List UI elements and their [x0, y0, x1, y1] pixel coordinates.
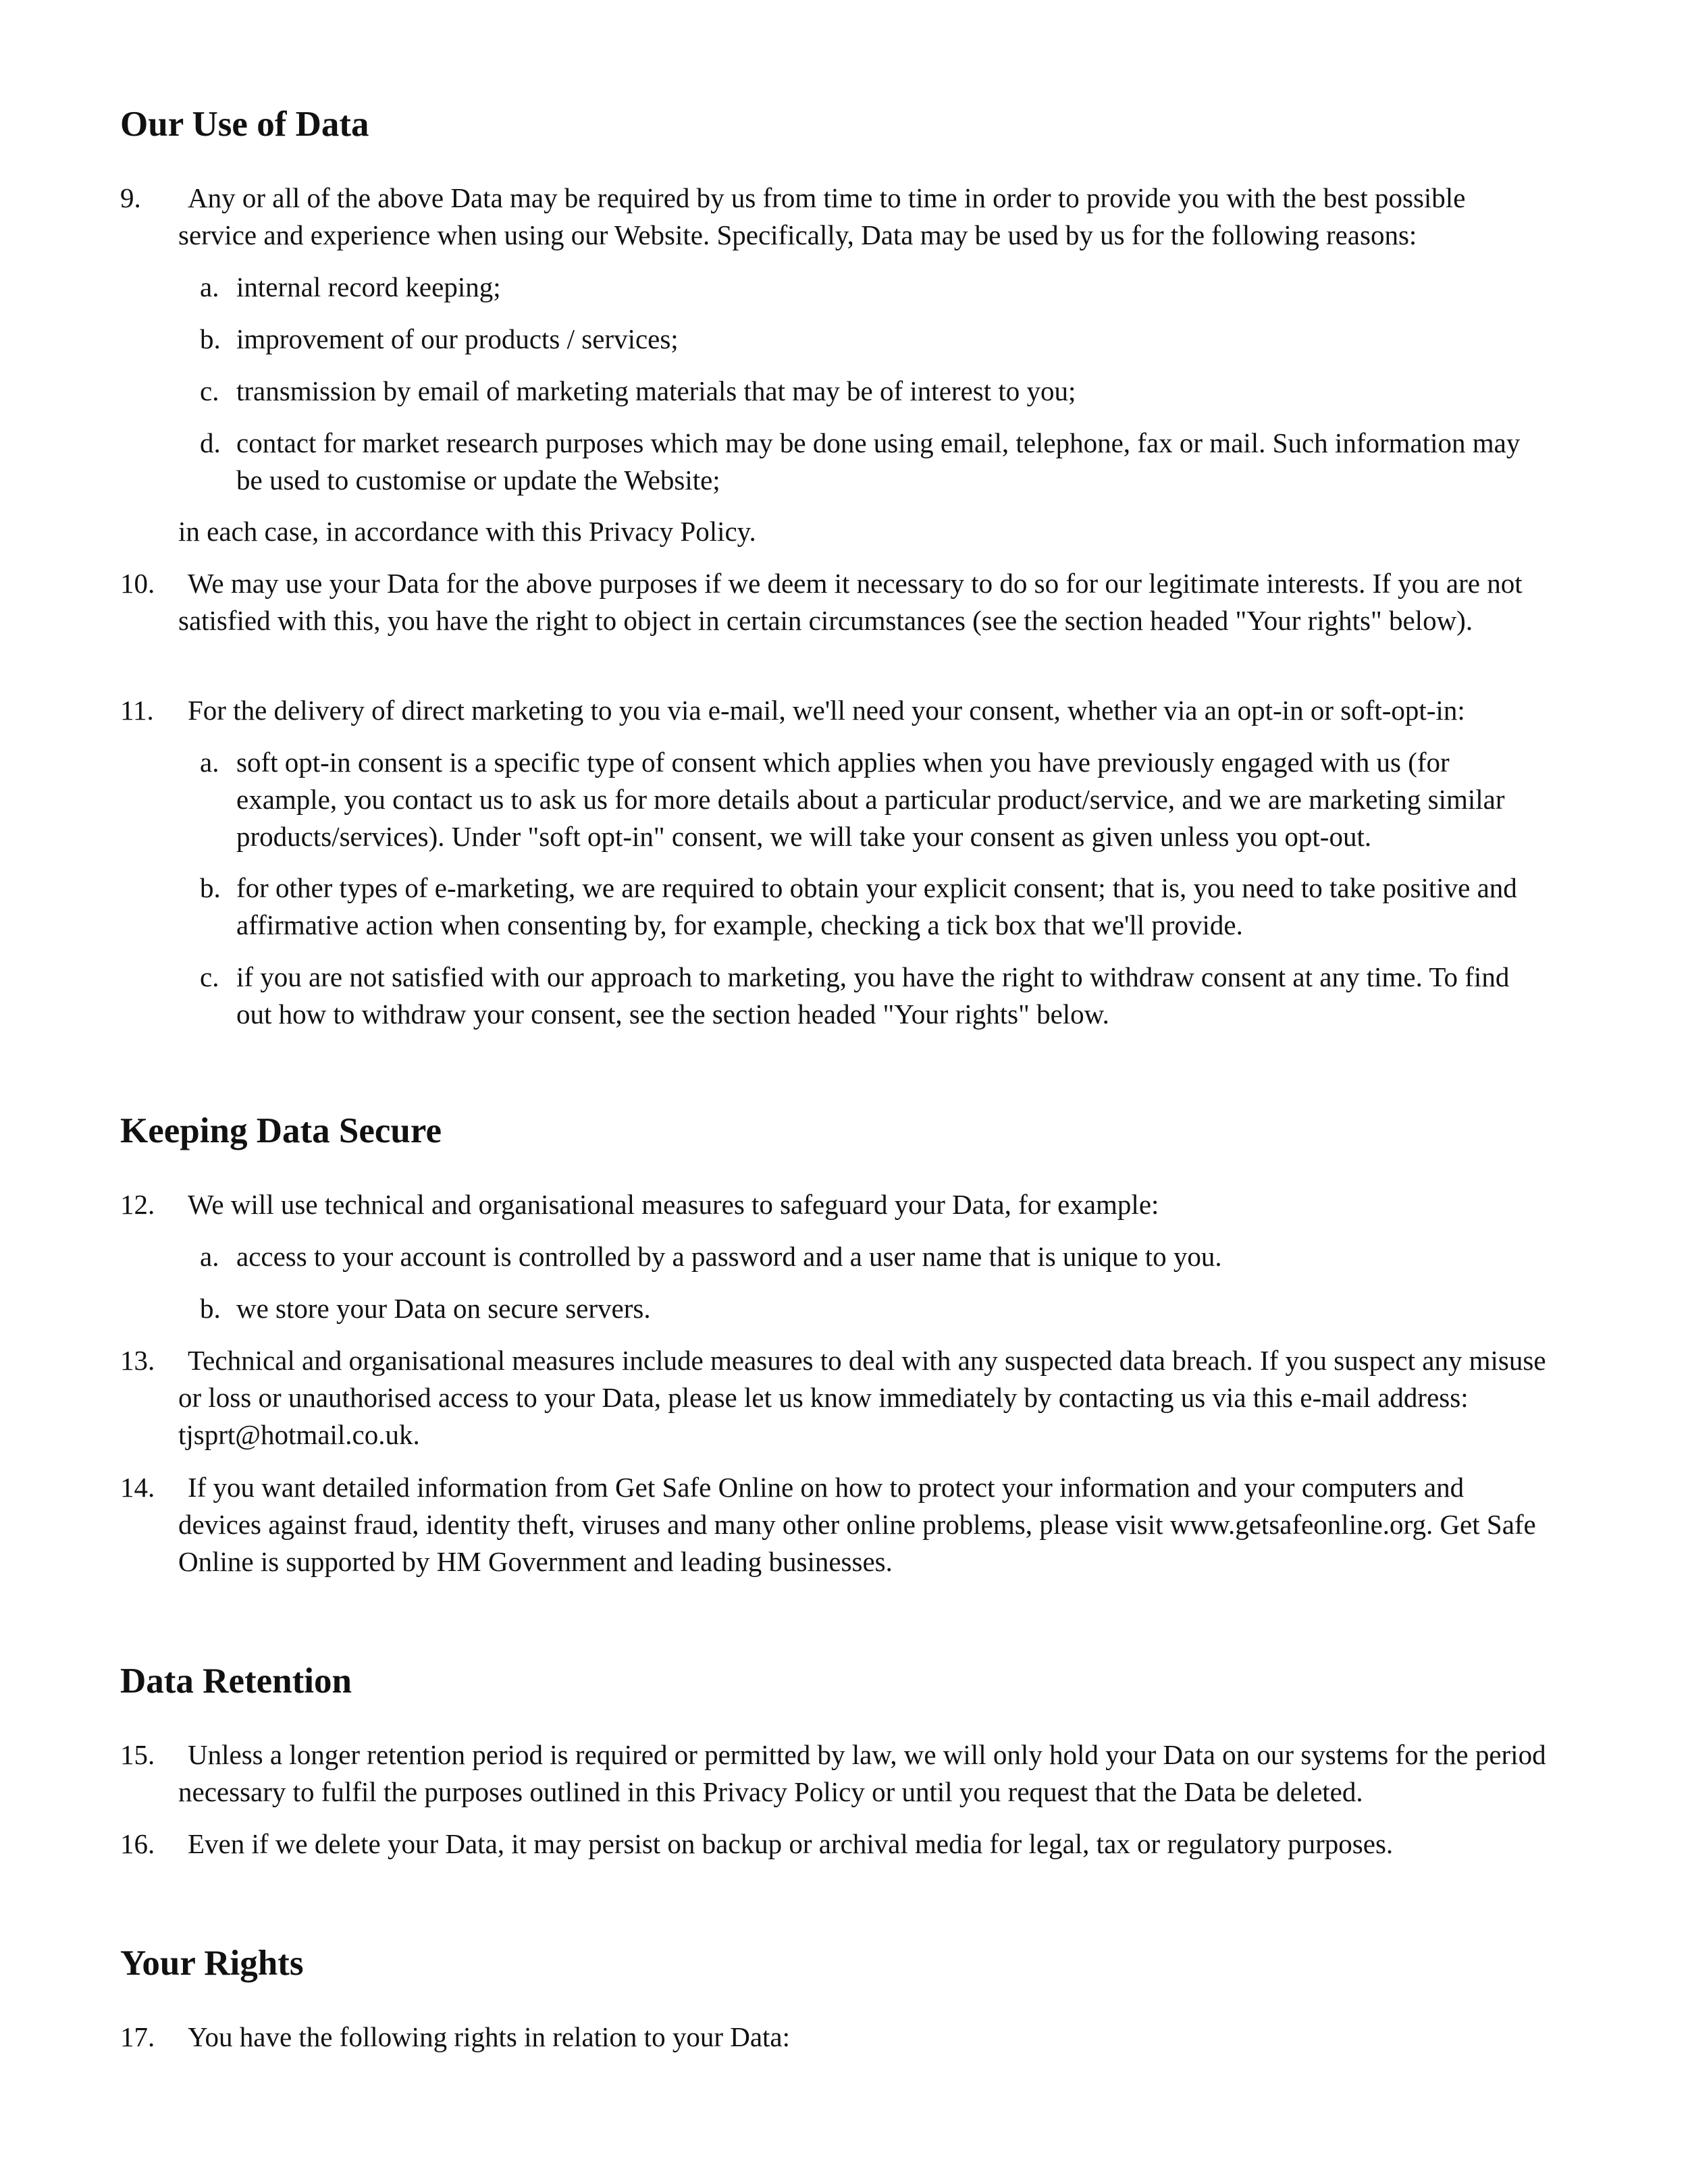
- paragraph-text: We may use your Data for the above purposes if we deem it necessary to do so for our legitimate interests. If you are not satisfied with this, you have the right to object in certain circumstances (see the section headed "Your rights" below).: [178, 568, 1523, 636]
- section-heading-use-of-data: Our Use of Data: [120, 105, 369, 144]
- list-letter: a.: [200, 747, 219, 778]
- section-heading-your-rights: Your Rights: [120, 1944, 304, 1983]
- list-item-text: if you are not satisfied with our approach to marketing, you have the right to withdraw consent at any time. To find out how to withdraw your consent, see the section headed "Your rights" below.: [236, 961, 1510, 1030]
- list-item: [200, 870, 1548, 944]
- list-item: [200, 744, 1548, 855]
- paragraph-14: [120, 1469, 1548, 1580]
- paragraph-text: We will use technical and organisational measures to safeguard your Data, for example:: [188, 1189, 1159, 1220]
- list-letter: c.: [200, 961, 219, 992]
- paragraph-number: 17.: [120, 2021, 155, 2052]
- paragraph-text: Any or all of the above Data may be required by us from time to time in order to provide you with the best possible service and experience when using our Website. Specifically, Data may be used by us for the following reasons:: [178, 182, 1466, 250]
- list-item: [200, 321, 1548, 358]
- paragraph-11: [120, 692, 1548, 729]
- list-letter: c.: [200, 375, 219, 406]
- paragraph-12: [120, 1186, 1548, 1223]
- list-letter: b.: [200, 872, 221, 903]
- list-item: [200, 373, 1548, 410]
- paragraph-13: [120, 1342, 1548, 1454]
- paragraph-number: 12.: [120, 1189, 155, 1220]
- list-item-text: we store your Data on secure servers.: [236, 1293, 651, 1324]
- list-item: [200, 1290, 1548, 1327]
- list-item: [200, 269, 1548, 306]
- list-item-text: for other types of e-marketing, we are required to obtain your explicit consent; that is, you need to take positive and affirmative action when consenting by, for example, checking a tick box that we'll provide.: [236, 872, 1517, 940]
- list-letter: b.: [200, 323, 221, 354]
- list-item: [200, 425, 1548, 499]
- paragraph-text: You have the following rights in relation to your Data:: [188, 2021, 791, 2052]
- paragraph-10: [120, 565, 1548, 639]
- paragraph-number: 9.: [120, 182, 141, 213]
- paragraph-text: Technical and organisational measures include measures to deal with any suspected data breach. If you suspect any misuse or loss or unauthorised access to your Data, please let us know immediately by contacting us via this e-mail address: tjsprt@hotmail.co.uk.: [178, 1345, 1546, 1450]
- paragraph-text: For the delivery of direct marketing to you via e-mail, we'll need your consent, whether via an opt-in or soft-opt-in:: [188, 695, 1465, 726]
- paragraph-number: 11.: [120, 695, 154, 726]
- section-heading-keeping-secure: Keeping Data Secure: [120, 1111, 442, 1150]
- paragraph-text: Unless a longer retention period is required or permitted by law, we will only hold your Data on our systems for the period necessary to fulfil the purposes outlined in this Privacy Policy or until you request that the Data be deleted.: [178, 1739, 1546, 1807]
- list-letter: b.: [200, 1293, 221, 1324]
- paragraph-17: [120, 2019, 1548, 2056]
- paragraph-15: [120, 1736, 1548, 1811]
- list-item-text: improvement of our products / services;: [236, 323, 679, 354]
- list-letter: a.: [200, 1241, 219, 1272]
- paragraph-number: 10.: [120, 568, 155, 599]
- paragraph-number: 15.: [120, 1739, 155, 1770]
- list-item-text: soft opt-in consent is a specific type of consent which applies when you have previously engaged with us (for example, you contact us to ask us for more details about a particular product/service, and we are marketing similar products/services). Under "soft opt-in" consent, we will take your consent as given unless you opt-out.: [236, 747, 1505, 852]
- list-letter: a.: [200, 271, 219, 302]
- paragraph-text: If you want detailed information from Get Safe Online on how to protect your information and your computers and devices against fraud, identity theft, viruses and many other online problems, please visit www.getsafeonline.org. Get Safe Online is supported by HM Government and leading businesses.: [178, 1472, 1536, 1577]
- list-letter: d.: [200, 427, 221, 458]
- list-item: [200, 1238, 1548, 1275]
- paragraph-number: 16.: [120, 1828, 155, 1859]
- paragraph-9: [120, 180, 1548, 254]
- list-item-text: internal record keeping;: [236, 271, 501, 302]
- paragraph-number: 14.: [120, 1472, 155, 1503]
- list-item: [200, 959, 1548, 1033]
- list-item-text: contact for market research purposes which may be done using email, telephone, fax or mail. Such information may be used to customise or update the Website;: [236, 427, 1521, 496]
- paragraph-text: Even if we delete your Data, it may persist on backup or archival media for legal, tax or regulatory purposes.: [188, 1828, 1394, 1859]
- paragraph-number: 13.: [120, 1345, 155, 1376]
- paragraph-16: [120, 1826, 1548, 1863]
- list-item-text: access to your account is controlled by a password and a user name that is unique to you.: [236, 1241, 1222, 1272]
- paragraph-continuation: in each case, in accordance with this Privacy Policy.: [178, 516, 756, 547]
- list-item-text: transmission by email of marketing materials that may be of interest to you;: [236, 375, 1076, 406]
- section-heading-data-retention: Data Retention: [120, 1661, 352, 1701]
